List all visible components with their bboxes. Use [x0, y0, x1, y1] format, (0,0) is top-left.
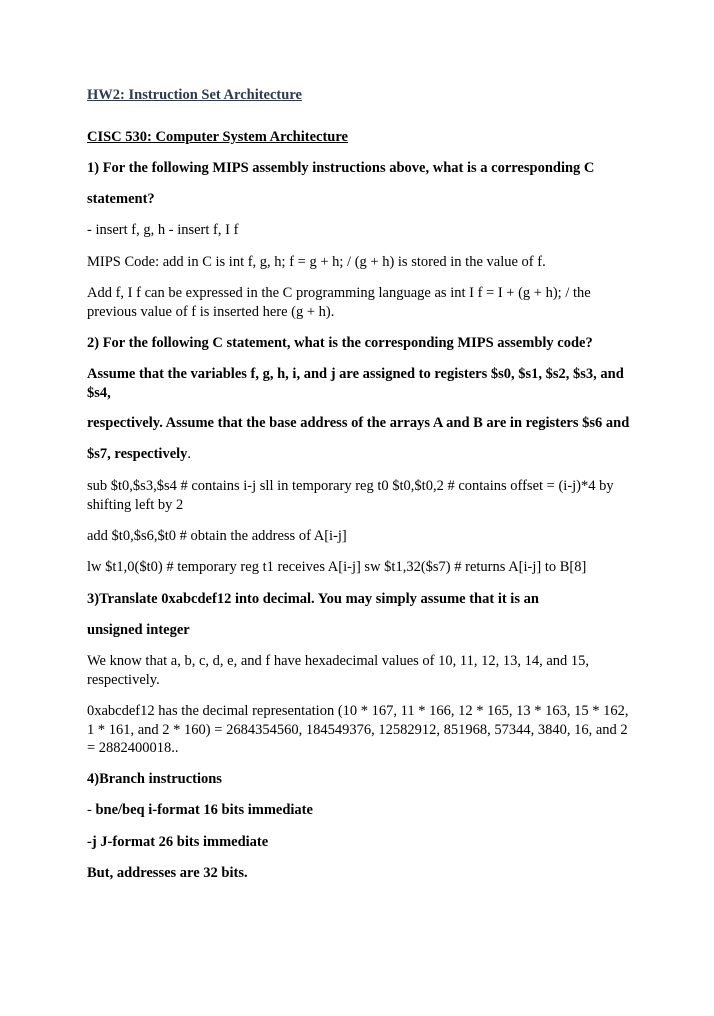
course-heading [87, 128, 632, 147]
question-4-line-2-text: bne/beq i-format 16 bits immediate [95, 802, 313, 818]
question-2-line-2: Assume that the variables f, g, h, i, and j are assigned to registers $s0, $s1, $s2, $s3, and $s4, [87, 366, 624, 401]
answer-2-paragraph-3: lw $t1,0($t0) # temporary reg t1 receives A[i-j] sw $t1,32($s7) # returns A[i-j] to B[8] [87, 559, 587, 575]
question-4-line-2 [87, 801, 632, 820]
question-1-line-1: 1) For the following MIPS assembly instructions above, what is a corresponding C [87, 160, 595, 176]
course-heading-text: CISC 530: Computer System Architecture [87, 129, 348, 145]
question-2-line-4-period: . [187, 446, 192, 462]
answer-2-paragraph-2: add $t0,$s6,$t0 # obtain the address of A[i-j] [87, 528, 347, 544]
answer-1-paragraph-1: - insert f, g, h - insert f, I f [87, 222, 239, 238]
answer-2-paragraph-1: sub $t0,$s3,$s4 # contains i-j sll in temporary reg t0 $t0,$t0,2 # contains offset = (i-j)*4 by shifting left by 2 [87, 478, 614, 513]
question-2-line-1: 2) For the following C statement, what is the corresponding MIPS assembly code? [87, 335, 593, 351]
answer-1-paragraph-2: MIPS Code: add in C is int f, g, h; f = g + h; / (g + h) is stored in the value of f. [87, 254, 546, 270]
question-2-line-3: respectively. Assume that the base address of the arrays A and B are in registers $s6 and [87, 415, 630, 431]
question-4-line-3: -j J-format 26 bits immediate [87, 834, 269, 850]
answer-3-paragraph-2: 0xabcdef12 has the decimal representation (10 * 167, 11 * 166, 12 * 165, 13 * 163, 15 * 162, 1 * 161, and 2 * 160) = 2684354560, 184549376, 12582912, 851968, 57344, 3840, 16, and 2 = 2882400018.. [87, 703, 629, 757]
doc-title-link[interactable]: HW2: Instruction Set Architecture [87, 87, 302, 103]
answer-3-paragraph-1: We know that a, b, c, d, e, and f have hexadecimal values of 10, 11, 12, 13, 14, and 15, respectively. [87, 653, 590, 688]
doc-title[interactable] [87, 86, 632, 105]
question-4-line-2-prefix: - [87, 802, 96, 818]
question-4-line-1: 4)Branch instructions [87, 771, 222, 787]
question-2-line-4 [87, 445, 632, 464]
question-4-line-4: But, addresses are 32 bits. [87, 865, 248, 881]
question-2-line-4-bold: $s7, respectively [87, 446, 188, 462]
question-3-line-1: 3)Translate 0xabcdef12 into decimal. You may simply assume that it is an [87, 591, 539, 607]
question-1-line-2: statement? [87, 191, 155, 207]
answer-1-paragraph-3: Add f, I f can be expressed in the C programming language as int I f = I + (g + h); / the previous value of f is inserted here (g + h). [87, 285, 591, 320]
question-3-line-2: unsigned integer [87, 622, 190, 638]
